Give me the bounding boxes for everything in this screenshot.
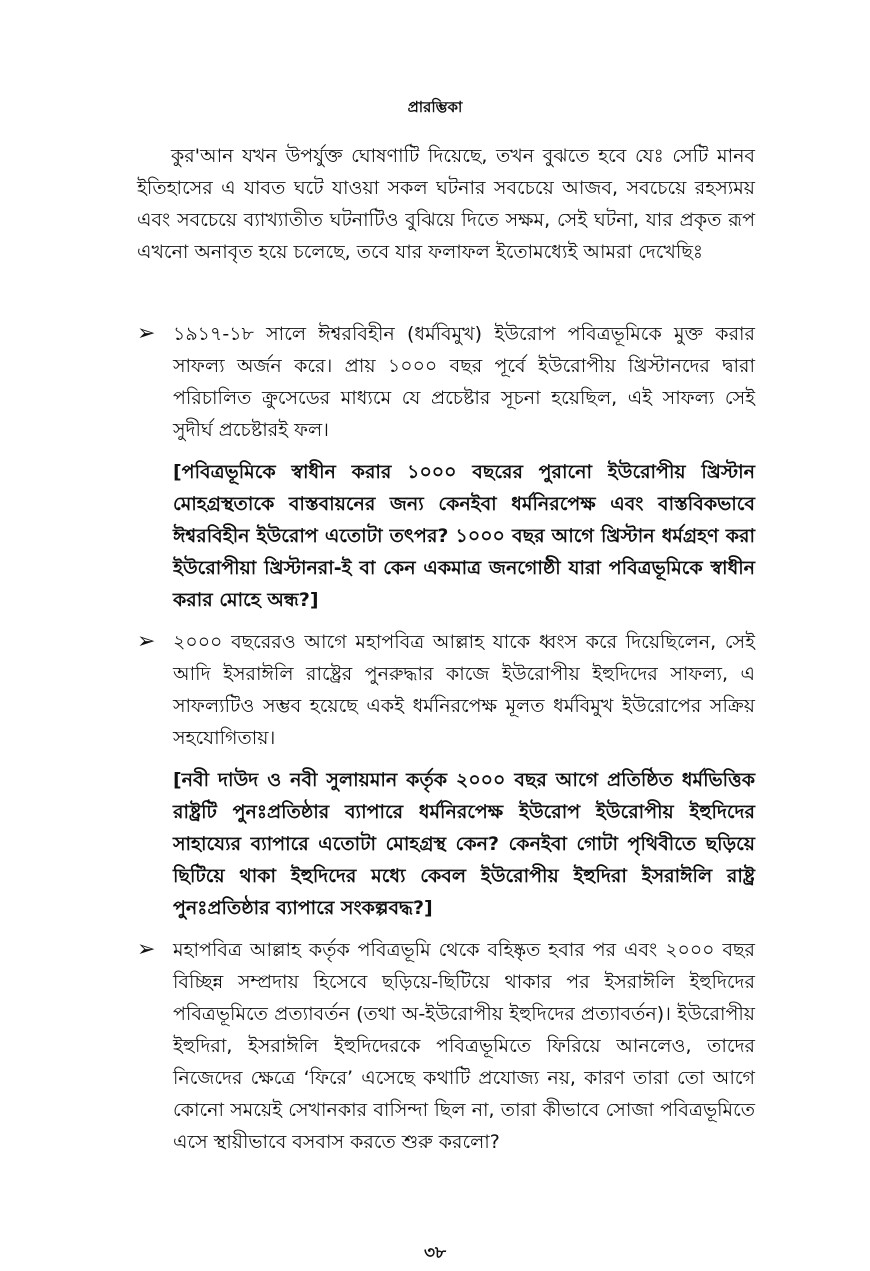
page-number: ৩৮ bbox=[423, 1243, 447, 1263]
arrow-bullet-icon: ➢ bbox=[137, 937, 156, 962]
bullet-text: মহাপবিত্র আল্লাহ কর্তৃক পবিত্রভূমি থেকে বহিষ্কৃত হবার পর এবং ২০০০ বছর বিচ্ছিন্ন সম্প্রদায় হিসেবে ছড়িয়ে-ছিটিয়ে থাকার পর ইসরাঈলি ইহুদিদের পবিত্রভূমিতে প্রত্যাবর্তন (তথা অ-ইউরোপীয় ইহুদিদের প্রত্যাবর্তন)। ইউরোপীয় ইহুদিরা, ইসরাঈলি ইহুদিদেরকে পবিত্রভূমিতে ফিরিয়ে আনলেও, তাদের নিজেদের ক্ষেত্রে ‘ফিরে’ এসেছে কথাটি প্রযোজ্য নয়, কারণ তারা তো আগে কোনো সময়েই সেখানকার বাসিন্দা ছিল না, তারা কীভাবে সোজা পবিত্রভূমিতে এসে স্থায়ীভাবে বসবাস করতে শুরু করলো? bbox=[173, 939, 755, 1153]
arrow-bullet-icon: ➢ bbox=[137, 629, 156, 654]
bullet-item-3 bbox=[137, 934, 755, 1158]
bracket-note-1: [পবিত্রভূমিকে স্বাধীন করার ১০০০ বছরের পুরানো ইউরোপীয় খ্রিস্টান মোহগ্রস্থতাকে বাস্তবায়নের জন্য কেনইবা ধর্মনিরপেক্ষ এবং বাস্তবিকভাবে ঈশ্বরবিহীন ইউরোপ এতোটা তৎপর? ১০০০ বছর আগে খ্রিস্টান ধর্মগ্রহণ করা ইউরোপীয়া খ্রিস্টানরা-ই বা কেন একমাত্র জনগোষ্ঠী যারা পবিত্রভূমিকে স্বাধীন করার মোহে অন্ধ?] bbox=[173, 461, 755, 611]
bullet-text: ১৯১৭-১৮ সালে ঈশ্বরবিহীন (ধর্মবিমুখ) ইউরোপ পবিত্রভূমিকে মুক্ত করার সাফল্য অর্জন করে। প্রায় ১০০০ বছর পূর্বে ইউরোপীয় খ্রিস্টানদের দ্বারা পরিচালিত ক্রুসেডের মাধ্যমে যে প্রচেষ্টার সূচনা হয়েছিল, এই সাফল্য সেই সুদীর্ঘ প্রচেষ্টারই ফল। bbox=[173, 323, 755, 441]
bullet-item-2 bbox=[137, 626, 755, 754]
bullet-item-1 bbox=[137, 318, 755, 446]
running-header: প্রারম্ভিকা bbox=[407, 98, 463, 116]
bracket-note-2: [নবী দাউদ ও নবী সুলায়মান কর্তৃক ২০০০ বছর আগে প্রতিষ্ঠিত ধর্মভিত্তিক রাষ্ট্রটি পুনঃপ্রতিষ্ঠার ব্যাপারে ধর্মনিরপেক্ষ ইউরোপ ইউরোপীয় ইহুদিদের সাহায্যের ব্যাপারে এতোটা মোহগ্রস্থ কেন? কেনইবা গোটা পৃথিবীতে ছড়িয়ে ছিটিয়ে থাকা ইহুদিদের মধ্যে কেবল ইউরোপীয় ইহুদিরা ইসরাঈলি রাষ্ট্র পুনঃপ্রতিষ্ঠার ব্যাপারে সংকল্পবদ্ধ?] bbox=[173, 769, 755, 919]
intro-paragraph: কুর'আন যখন উপর্যুক্ত ঘোষণাটি দিয়েছে, তখন বুঝতে হবে যেঃ সেটি মানব ইতিহাসের এ যাবত ঘটে যাওয়া সকল ঘটনার সবচেয়ে আজব, সবচেয়ে রহস্যময় এবং সবচেয়ে ব্যাখ্যাতীত ঘটনাটিও বুঝিয়ে দিতে সক্ষম, সেই ঘটনা, যার প্রকৃত রূপ এখনো অনাবৃত হয়ে চলেছে, তবে যার ফলাফল ইতোমধ্যেই আমরা দেখেছিঃ bbox=[137, 145, 755, 263]
arrow-bullet-icon: ➢ bbox=[137, 321, 156, 346]
bullet-text: ২০০০ বছরেরও আগে মহাপবিত্র আল্লাহ যাকে ধ্বংস করে দিয়েছিলেন, সেই আদি ইসরাঈলি রাষ্ট্রের পুনরুদ্ধার কাজে ইউরোপীয় ইহুদিদের সাফল্য, এ সাফল্যটিও সম্ভব হয়েছে একই ধর্মনিরপেক্ষ মূলত ধর্মবিমুখ ইউরোপের সক্রিয় সহযোগিতায়। bbox=[173, 631, 755, 749]
